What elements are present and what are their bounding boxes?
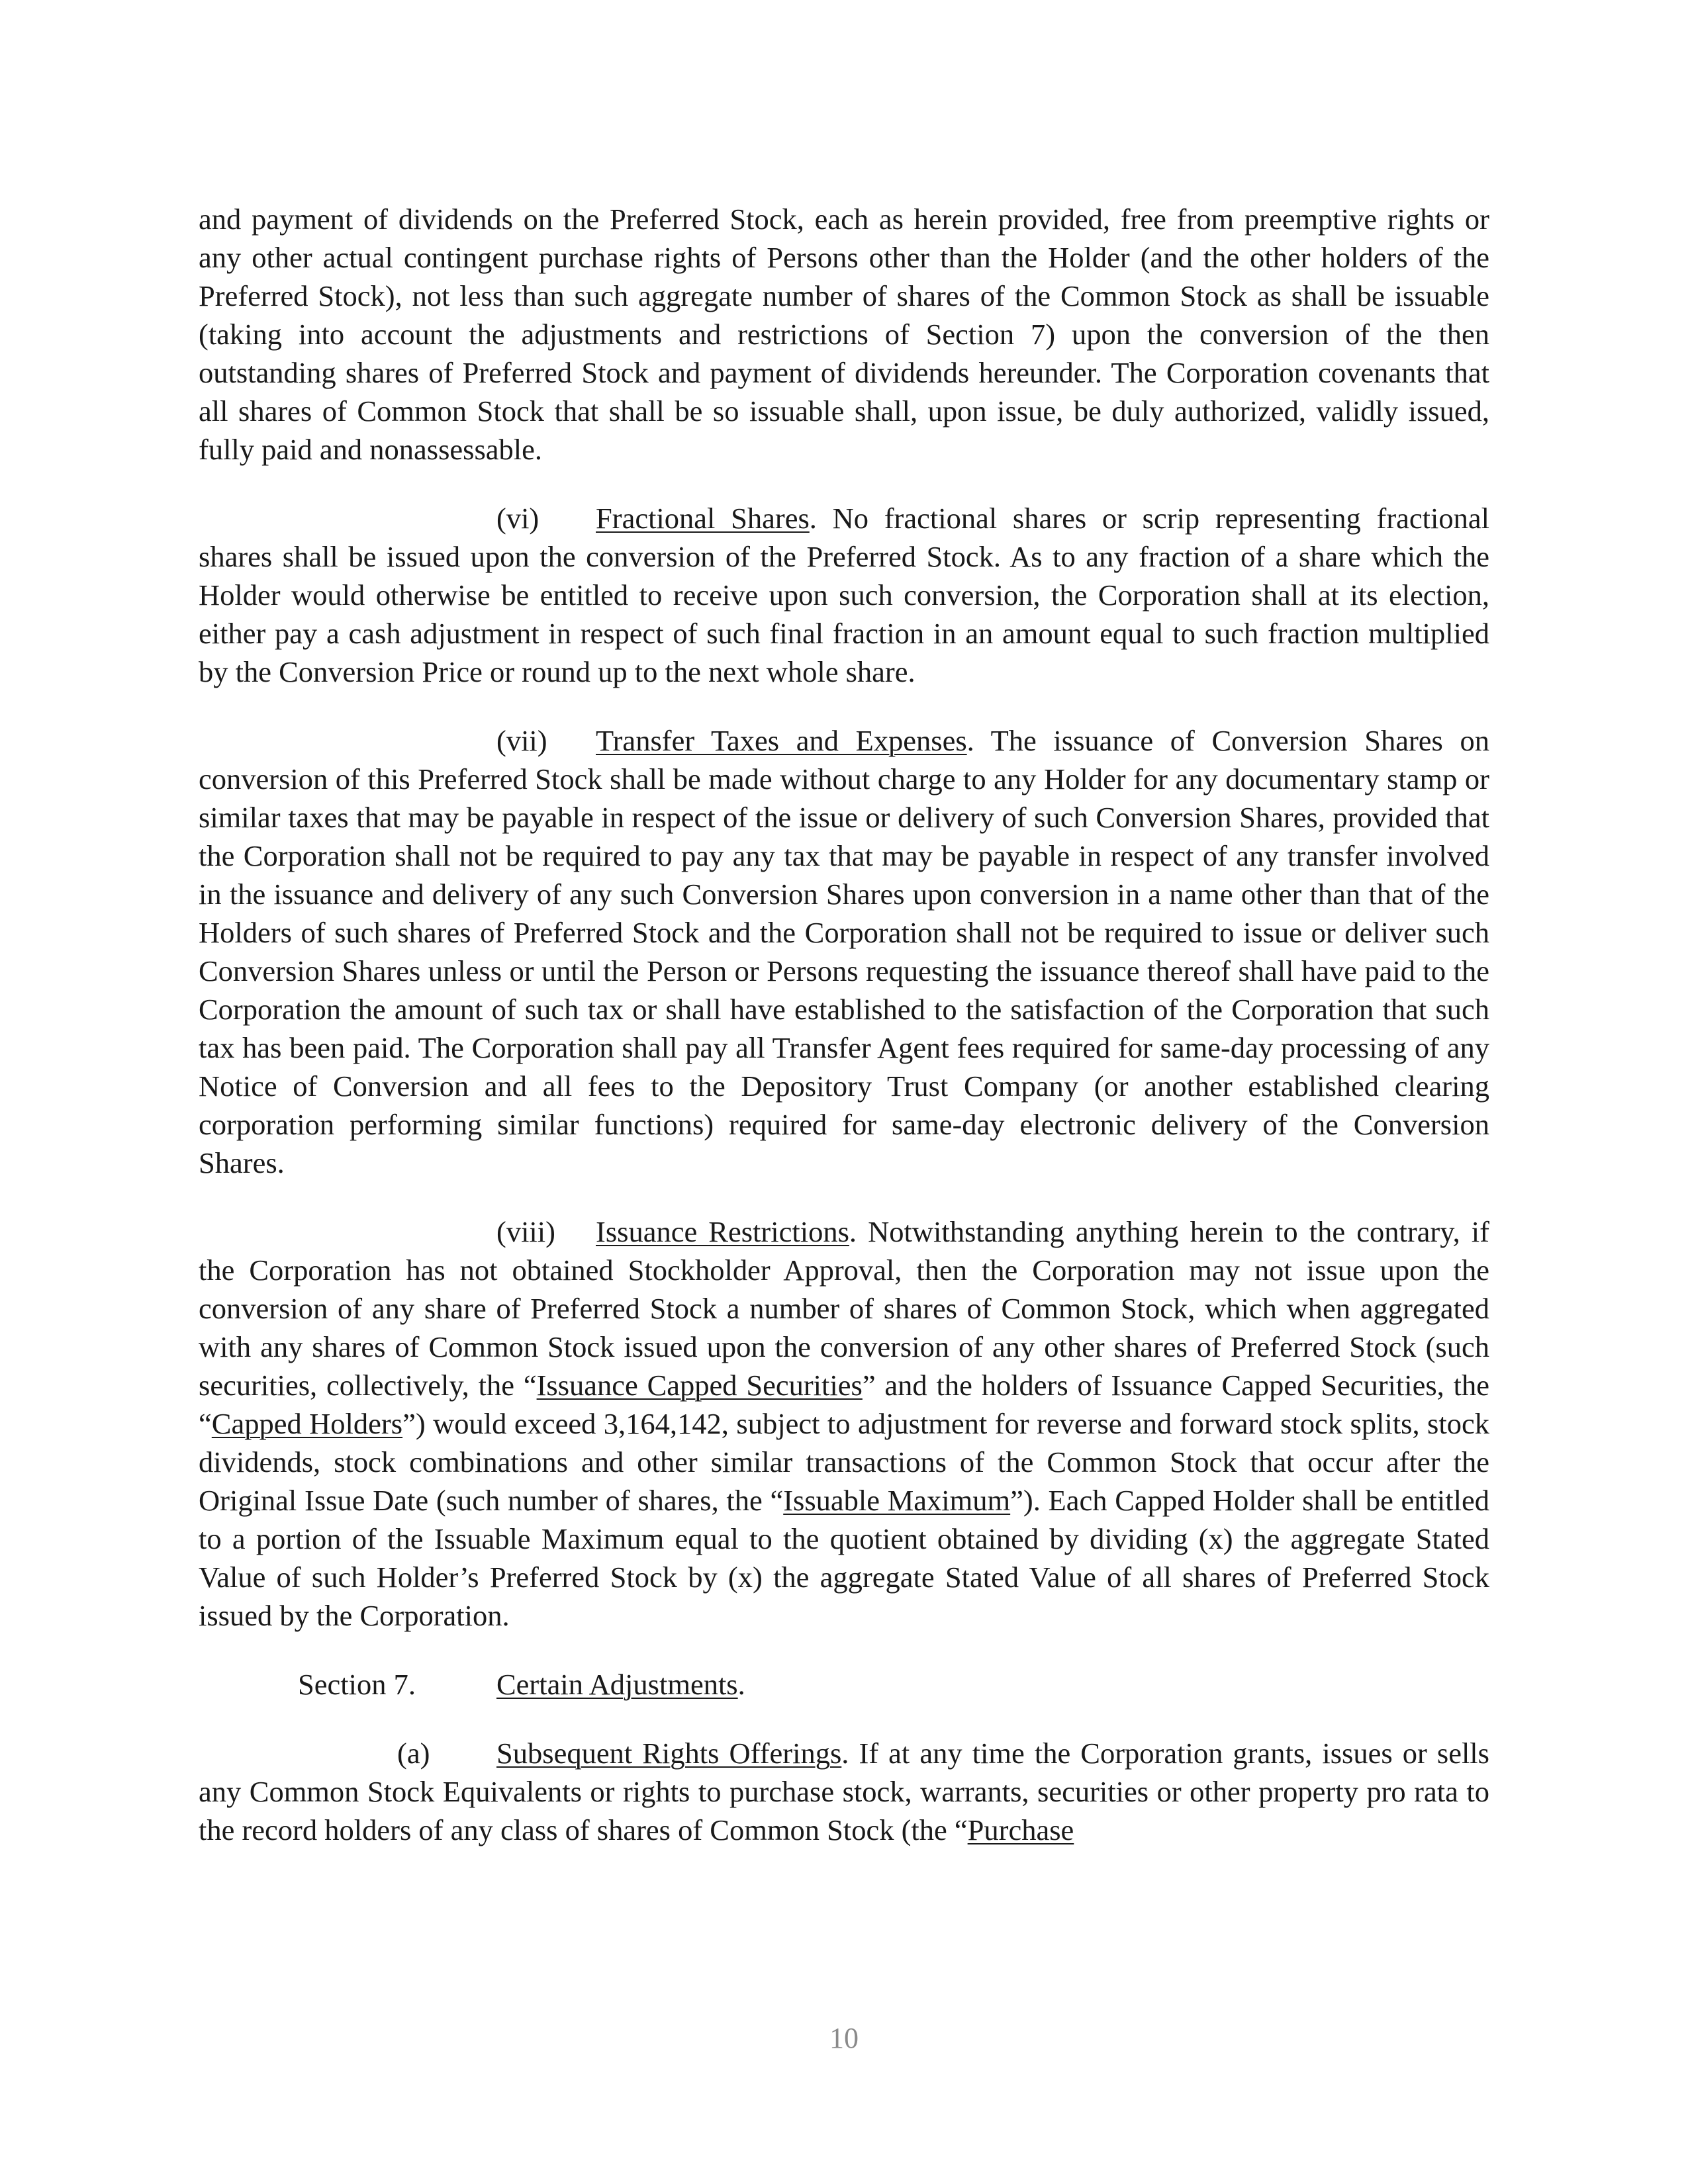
paragraph-intro: and payment of dividends on the Preferred Stock, each as herein provided, free from preemptive rights or any other actual contingent purchase rights of Persons other than the Holder (and the other holders of the Preferred Stock), not less than such aggregate number of shares of the Common Stock as shall be issuable (taking into account the adjustments and restrictions of Section 7) upon the conversion of the then outstanding shares of Preferred Stock and payment of dividends hereunder. The Corporation covenants that all shares of Common Stock that shall be so issuable shall, upon issue, be duly authorized, validly issued, fully paid and nonassessable. — [199, 203, 1489, 466]
item-heading: Subsequent Rights Offerings — [496, 1737, 842, 1770]
section-title: Certain Adjustments — [496, 1668, 738, 1701]
item-number: (viii) — [496, 1215, 555, 1248]
item-body: . No fractional shares or scrip representing fractional shares shall be issued upon the conversion of the Preferred Stock. As to any fraction of a share which the Holder would otherwise be entitled to receive upon such conversion, the Corporation shall at its election, either pay a cash adjustment in respect of such final fraction in an amount equal to such fraction multiplied by the Conversion Price or round up to the next whole share. — [199, 502, 1489, 688]
section-title-tail: . — [737, 1668, 745, 1701]
paragraph-vi — [199, 499, 1489, 691]
item-number: (a) — [397, 1737, 430, 1770]
item-heading: Issuance Restrictions — [596, 1215, 849, 1248]
item-number: (vii) — [496, 724, 547, 757]
document-page — [199, 200, 1489, 1849]
defined-term: Issuance Capped Securities — [536, 1369, 863, 1402]
item-body: . Notwithstanding anything herein to the contrary, if the Corporation has not obtained Stockholder Approval, then the Corporation may not issue upon the conversion of any share of Preferred Stock a number of shares of Common Stock, which when aggregated with any shares of Common Stock issued upon the conversion of any other shares of Preferred Stock (such securities, collectively, the “ — [199, 1215, 1489, 1402]
item-body: ”) would exceed 3,164,142, subject to adjustment for reverse and forward stock splits, stock dividends, stock combinations and other similar transactions of the Common Stock that occur after the Original Issue Date (such number of shares, the “ — [199, 1407, 1489, 1517]
item-body: ”). Each Capped Holder shall be entitled to a portion of the Issuable Maximum equal to the quotient obtained by dividing (x) the aggregate Stated Value of such Holder’s Preferred Stock by (x) the aggregate Stated Value of all shares of Preferred Stock issued by the Corporation. — [199, 1484, 1490, 1632]
item-body: . If at any time the Corporation grants, issues or sells any Common Stock Equivalents or rights to purchase stock, warrants, securities or other property pro rata to the record holders of any class of shares of Common Stock (the “ — [199, 1737, 1489, 1846]
defined-term: Issuable Maximum — [783, 1484, 1011, 1517]
paragraph-vii — [199, 721, 1489, 1182]
paragraph-viii — [199, 1212, 1489, 1635]
defined-term: Capped Holders — [211, 1407, 403, 1440]
item-body: . The issuance of Conversion Shares on conversion of this Preferred Stock shall be made without charge to any Holder for any documentary stamp or similar taxes that may be payable in respect of the issue or delivery of such Conversion Shares, provided that the Corporation shall not be required to pay any tax that may be payable in respect of any transfer involved in the issuance and delivery of any such Conversion Shares upon conversion in a name other than that of the Holders of such shares of Preferred Stock and the Corporation shall not be required to issue or deliver such Conversion Shares unless or until the Person or Persons requesting the issuance thereof shall have paid to the Corporation the amount of such tax or shall have established to the satisfaction of the Corporation that such tax has been paid. The Corporation shall pay all Transfer Agent fees required for same-day processing of any Notice of Conversion and all fees to the Depository Trust Company (or another established clearing corporation performing similar functions) required for same-day electronic delivery of the Conversion Shares. — [199, 724, 1489, 1179]
defined-term: Purchase — [967, 1813, 1074, 1846]
item-number: (vi) — [496, 502, 539, 535]
page-number: 10 — [829, 2022, 859, 2054]
section-7-heading — [199, 1665, 1489, 1704]
section-label: Section 7. — [298, 1668, 416, 1701]
item-body: ” and the holders of Issuance Capped Securities, the “ — [199, 1369, 1489, 1440]
item-heading: Fractional Shares — [596, 502, 810, 535]
item-heading: Transfer Taxes and Expenses — [596, 724, 967, 757]
paragraph-a — [199, 1734, 1489, 1849]
